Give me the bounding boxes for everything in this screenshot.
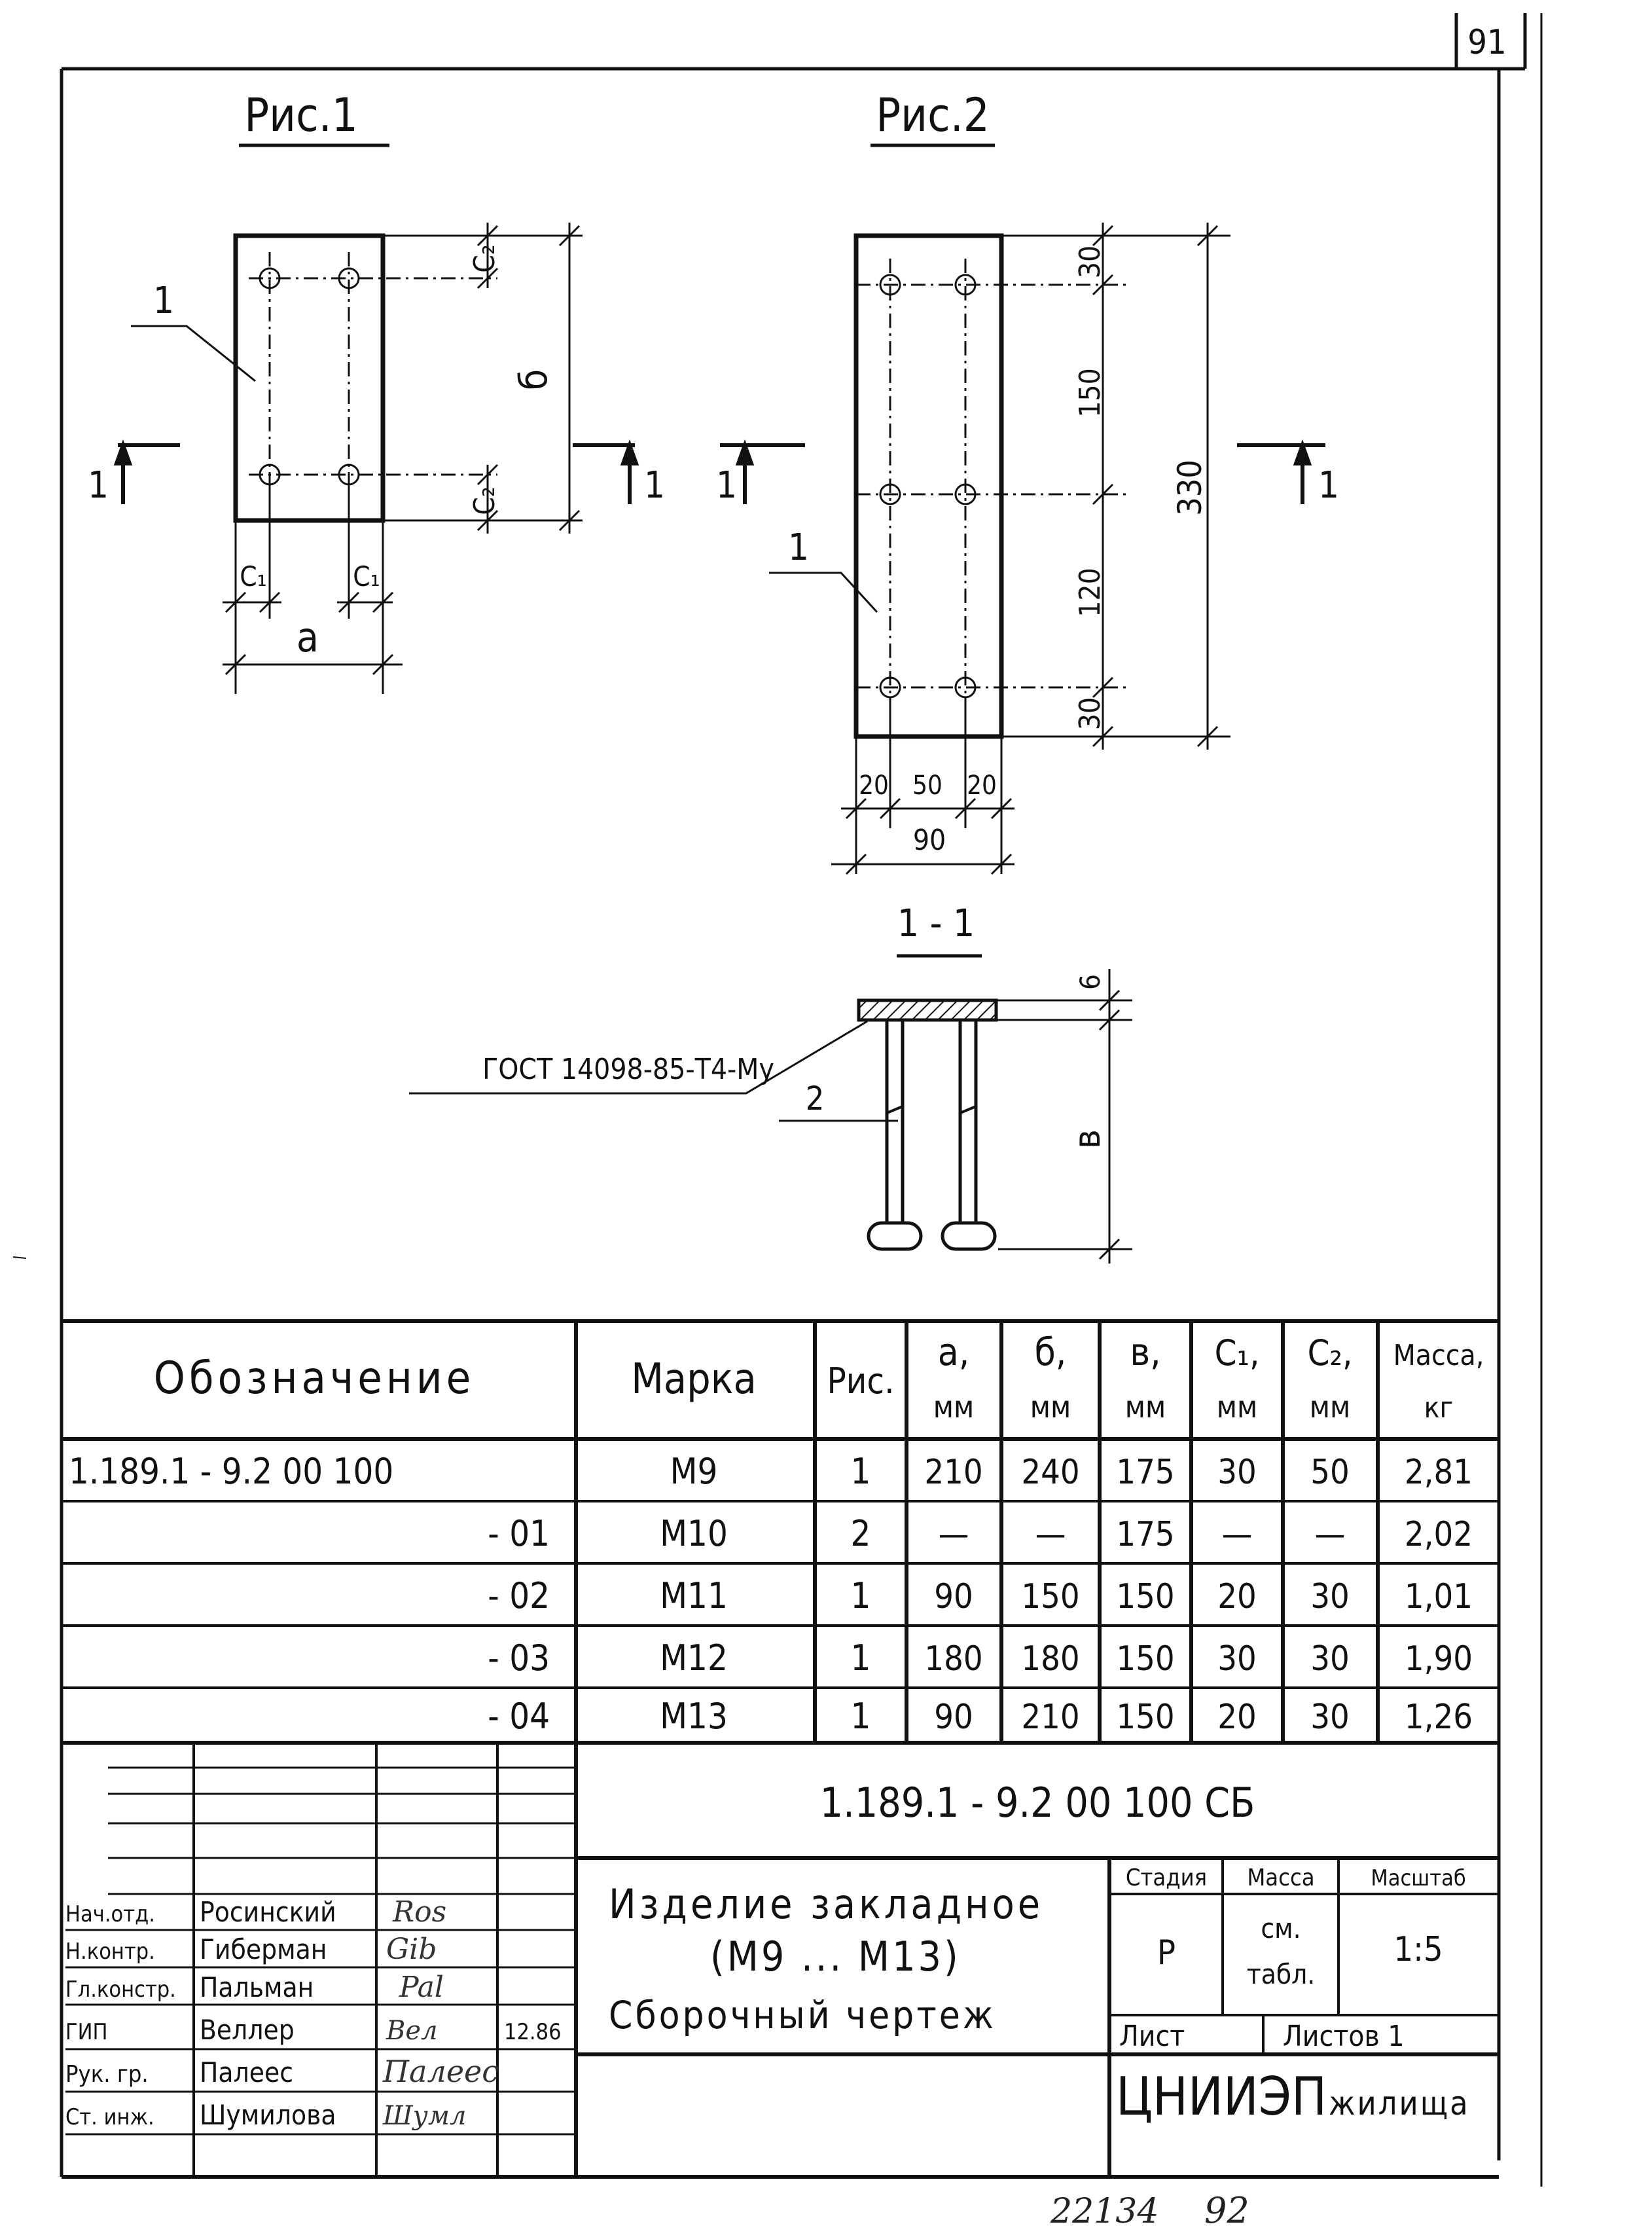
signature-row: [65, 1933, 437, 1966]
fig1-dim-c2-top: С₂: [468, 244, 501, 273]
fig2-callout: 1: [787, 526, 810, 569]
header-a: а,: [937, 1330, 970, 1374]
row-designation: - 02: [488, 1575, 550, 1616]
header-c2: С₂,: [1307, 1332, 1353, 1374]
fig2-dim-20-right: 20: [967, 771, 997, 801]
section-gost-note: ГОСТ 14098-85-Т4-Мy: [482, 1053, 774, 1086]
row-a: 90: [934, 1577, 973, 1616]
sig-signature: Pal: [399, 1971, 444, 2004]
fig2-dim-50: 50: [912, 771, 943, 801]
section-plate: [859, 1000, 996, 1020]
header-v: в,: [1130, 1330, 1161, 1374]
fig2-dim-150: 150: [1073, 368, 1107, 418]
title-product-line1: Изделие закладное: [609, 1880, 1044, 1928]
fig2-dim-30-bottom: 30: [1073, 697, 1107, 731]
row-a: 90: [934, 1698, 973, 1737]
fig1-callout: 1: [153, 280, 175, 322]
row-b: 240: [1021, 1453, 1080, 1492]
header-mass: Масса,: [1393, 1339, 1484, 1372]
stage-value: Р: [1157, 1933, 1176, 1973]
row-mass: 2,02: [1404, 1515, 1473, 1554]
table-row: [488, 1696, 1473, 1737]
mass-value-1: см.: [1261, 1912, 1301, 1944]
signature-row: [65, 1971, 444, 2004]
row-fig: 1: [850, 1575, 871, 1616]
header-mass-unit: кг: [1424, 1391, 1454, 1425]
sig-signature: Вел: [386, 2016, 438, 2046]
fig2-section-left: 1: [715, 464, 738, 507]
row-fig: 1: [850, 1696, 871, 1737]
section-dim-v: в: [1066, 1129, 1109, 1149]
sheet-label: Лист: [1119, 2020, 1185, 2053]
title-doc-code: 1.189.1 - 9.2 00 100 СБ: [819, 1779, 1255, 1827]
row-b: 150: [1021, 1577, 1080, 1616]
row-mark: М10: [660, 1513, 728, 1554]
sig-name: Веллер: [200, 2014, 295, 2046]
row-v: 150: [1116, 1639, 1175, 1679]
header-mark: Марка: [631, 1355, 757, 1404]
sig-signature: Gib: [386, 1933, 437, 1966]
sig-signature: Ros: [393, 1895, 447, 1929]
fig1-section-left: 1: [87, 464, 109, 507]
signature-row: [65, 2014, 562, 2046]
row-c2: 30: [1310, 1698, 1350, 1737]
sig-role: Рук. гр.: [65, 2061, 149, 2088]
sig-name: Гиберман: [200, 1933, 327, 1965]
fig2-dim-330: 330: [1171, 460, 1209, 516]
section-callout: 2: [805, 1080, 825, 1118]
row-mass: 1,26: [1404, 1698, 1473, 1737]
row-mark: М12: [660, 1637, 728, 1679]
header-designation: Обозначение: [153, 1353, 475, 1404]
bottom-note-archive: 22134: [1050, 2192, 1159, 2231]
row-designation: - 01: [488, 1513, 550, 1554]
fig2-title: Рис.2: [876, 88, 990, 142]
header-fig: Рис.: [827, 1360, 895, 1402]
row-designation: - 03: [488, 1637, 550, 1679]
fig2-dim-120: 120: [1073, 568, 1107, 617]
row-fig: 2: [850, 1513, 871, 1554]
row-c1: 20: [1217, 1577, 1257, 1616]
sheets-label: Листов 1: [1283, 2020, 1405, 2053]
sig-date: 12.86: [504, 2019, 562, 2045]
row-fig: 1: [850, 1451, 871, 1492]
section-studs: [869, 1020, 995, 1249]
fig2-dim-90: 90: [912, 824, 946, 857]
row-c2: —: [1314, 1515, 1346, 1554]
row-c1: 30: [1217, 1639, 1257, 1679]
header-a-unit: мм: [933, 1389, 975, 1425]
row-c2: 30: [1310, 1639, 1350, 1679]
row-v: 150: [1116, 1698, 1175, 1737]
fig1-dim-c1-right: С₁: [353, 560, 380, 592]
header-c1: С₁,: [1214, 1332, 1260, 1374]
row-a: 180: [924, 1639, 983, 1679]
row-mass: 1,90: [1404, 1639, 1473, 1679]
row-v: 150: [1116, 1577, 1175, 1616]
figure-1: [88, 88, 665, 694]
sheet-frame: [13, 13, 1541, 2187]
row-b: —: [1035, 1515, 1066, 1554]
row-fig: 1: [850, 1637, 871, 1679]
row-designation: - 04: [488, 1696, 550, 1737]
section-title: 1 - 1: [897, 901, 975, 945]
fig1-dim-a: а: [296, 613, 319, 661]
row-v: 175: [1116, 1515, 1175, 1554]
row-mass: 1,01: [1404, 1577, 1473, 1616]
sig-role: Гл.констр.: [65, 1976, 176, 2003]
row-c1: —: [1221, 1515, 1253, 1554]
row-mass: 2,81: [1404, 1453, 1473, 1492]
table-row: [488, 1637, 1473, 1679]
row-c1: 30: [1217, 1453, 1257, 1492]
table-row: [69, 1451, 1473, 1492]
row-a: 210: [924, 1453, 983, 1492]
fig2-holes: [880, 275, 975, 697]
sig-signature: Шумл: [383, 2101, 467, 2131]
section-dim-6: 6: [1074, 974, 1106, 991]
row-mark: М11: [660, 1575, 728, 1616]
row-a: —: [938, 1515, 969, 1554]
sig-name: Палеес: [200, 2056, 294, 2088]
fig2-section-right: 1: [1318, 464, 1340, 507]
fig1-title: Рис.1: [244, 88, 358, 142]
sig-role: ГИП: [65, 2019, 108, 2045]
signature-row: [65, 1895, 446, 1929]
row-b: 210: [1021, 1698, 1080, 1737]
fig1-dim-b: б: [511, 369, 556, 391]
mass-value-2: табл.: [1246, 1958, 1316, 1990]
title-product-line2: (М9 ... М13): [710, 1933, 961, 1980]
stage-label: Стадия: [1125, 1865, 1208, 1891]
row-c2: 30: [1310, 1577, 1350, 1616]
header-b-unit: мм: [1030, 1389, 1071, 1425]
signature-row: [65, 2099, 466, 2131]
row-v: 175: [1116, 1453, 1175, 1492]
title-product-line3: Сборочный чертеж: [609, 1993, 996, 2037]
row-mark: М13: [660, 1696, 728, 1737]
sig-name: Шумилова: [200, 2099, 336, 2131]
fig1-dim-c2-bottom: С₂: [468, 486, 501, 515]
scale-value: 1:5: [1393, 1930, 1443, 1969]
fig2-plate: [856, 236, 1001, 737]
sig-name: Росинский: [200, 1896, 336, 1928]
sig-role: Нач.отд.: [65, 1901, 155, 1927]
table-row: [488, 1513, 1473, 1554]
row-mark: М9: [670, 1451, 718, 1492]
organization-name: ЦНИИЭП: [1116, 2066, 1327, 2127]
header-b: б,: [1034, 1330, 1067, 1374]
row-designation: 1.189.1 - 9.2 00 100: [69, 1451, 394, 1492]
fig2-dim-20-left: 20: [859, 771, 889, 801]
row-c1: 20: [1217, 1698, 1257, 1737]
header-v-unit: мм: [1124, 1389, 1166, 1425]
sheet-number: 91: [1467, 23, 1507, 62]
row-b: 180: [1021, 1639, 1080, 1679]
sig-role: Н.контр.: [65, 1939, 155, 1965]
sig-name: Пальман: [200, 1971, 314, 2003]
fig2-dim-30-top: 30: [1073, 245, 1107, 279]
sig-role: Ст. инж.: [65, 2104, 154, 2130]
header-c2-unit: мм: [1309, 1389, 1351, 1425]
row-c2: 50: [1310, 1453, 1350, 1492]
figure-2: [716, 88, 1339, 874]
fig1-section-right: 1: [643, 464, 666, 507]
section-1-1: [409, 901, 1132, 1264]
header-c1-unit: мм: [1216, 1389, 1258, 1425]
organization-sub: жилища: [1329, 2084, 1470, 2122]
scale-label: Масштаб: [1371, 1865, 1466, 1891]
bottom-note-page: 92: [1204, 2190, 1249, 2231]
sig-signature: Палеес: [383, 2054, 499, 2089]
signature-row: [65, 2054, 499, 2089]
mass-label: Масса: [1247, 1865, 1315, 1891]
table-row: [488, 1575, 1473, 1616]
fig1-dim-c1-left: С₁: [240, 560, 267, 592]
fig1-holes: [260, 268, 359, 484]
